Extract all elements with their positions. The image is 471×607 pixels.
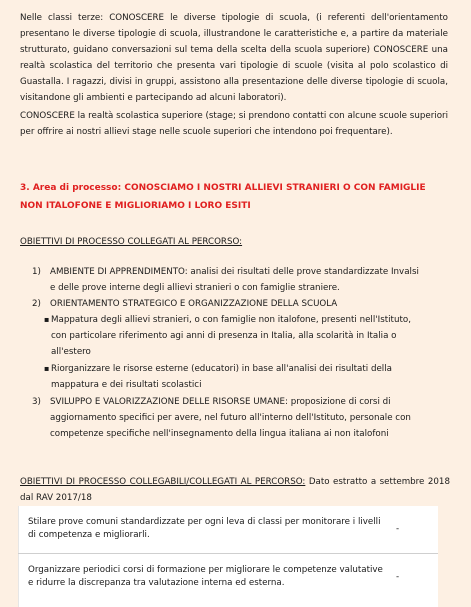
bullet-text: Mappatura degli allievi stranieri, o con famiglie non italofone, presenti nell'Istituto, con particolare riferimento agi anni di presenza in Italia, alla scolarità in Italia o all'estero [51,315,411,357]
bullet-item-risorse [44,361,422,393]
objective-number: 3) [32,397,41,407]
intro-paragraph-2: CONOSCERE la realtà scolastica superiore (stage; si prendono contatti con alcune scuole superiori per offrire ai nostri allievi stage nelle scuole superiori che intendono poi frequentare). [20,111,448,137]
objective-text: ORIENTAMENTO STRATEGICO E ORGANIZZAZIONE DELLA SCUOLA [50,299,338,309]
objective-text: AMBIENTE DI APPRENDIMENTO: analisi dei risultati delle prove standardizzate Invalsi e delle prove interne degli allievi stranieri o con famiglie straniere. [50,267,419,293]
bullet-item-mappatura [44,312,422,360]
area-title: CONOSCIAMO I NOSTRI ALLIEVI STRANIERI O CON FAMIGLIE NON ITALOFONE E MIGLIORIAMO I LORO ESITI [20,183,426,211]
objective-number: 1) [32,267,41,277]
objective-3 [32,394,422,442]
objective-number: 2) [32,299,41,309]
objective-text: SVILUPPO E VALORIZZAZIONE DELLE RISORSE UMANE: proposizione di corsi di aggiornamento specifici per avere, nel futuro all'interno dell'Istituto, personale con competenze specifiche nell'insegnamento della lingua italiana ai non italofoni [50,397,411,439]
table-cell-text: Stilare prove comuni standardizzate per ogni leva di classi per monitorare i livelli di competenza e migliorarli. [28,517,381,540]
bullet-text: Riorganizzare le risorse esterne (educatori) in base all'analisi dei risultati della mappatura e dei risultati scolastici [51,364,392,390]
collegabili-heading [20,474,450,506]
table-row [18,554,438,607]
objective-1 [32,264,422,296]
objectives-table [18,506,438,607]
table-cell-mark: - [396,572,400,582]
area-heading [20,179,448,215]
objective-2 [32,296,422,312]
bullet-icon: ▪ [44,364,50,373]
collegabili-title: OBIETTIVI DI PROCESSO COLLEGABILI/COLLEGATI AL PERCORSO: [20,477,306,487]
collegabili-note: Dato estratto a settembre 2018 dal RAV 2017/18 [20,477,450,503]
area-label: 3. Area di processo: [20,183,122,193]
intro-paragraph-1: Nelle classi terze: CONOSCERE le diverse tipologie di scuola, (i referenti dell'orientamento presentano le diverse tipologie di scuola, illustrandone le caratteristiche e, a partire da materiale strutturato, guidano conversazioni sul tema della scelta della scuola superiore) CONOSCERE una realtà scolastica del territorio che presenta vari tipologie di scuole (visita al polo scolastico di Guastalla. I ragazzi, divisi in gruppi, assistono alla presentazione delle diverse tipologie di scuola, visitandone gli ambienti e partecipando ad alcuni laboratori). [20,13,448,103]
table-row [18,506,438,552]
table-cell-text: Organizzare periodici corsi di formazione per migliorare le competenze valutative e ridurre la discrepanza tra valutazione interna ed esterna. [28,565,383,588]
objectives-heading: OBIETTIVI DI PROCESSO COLLEGATI AL PERCORSO: [20,237,243,247]
bullet-icon: ▪ [44,315,50,324]
table-cell-mark: - [396,524,400,534]
